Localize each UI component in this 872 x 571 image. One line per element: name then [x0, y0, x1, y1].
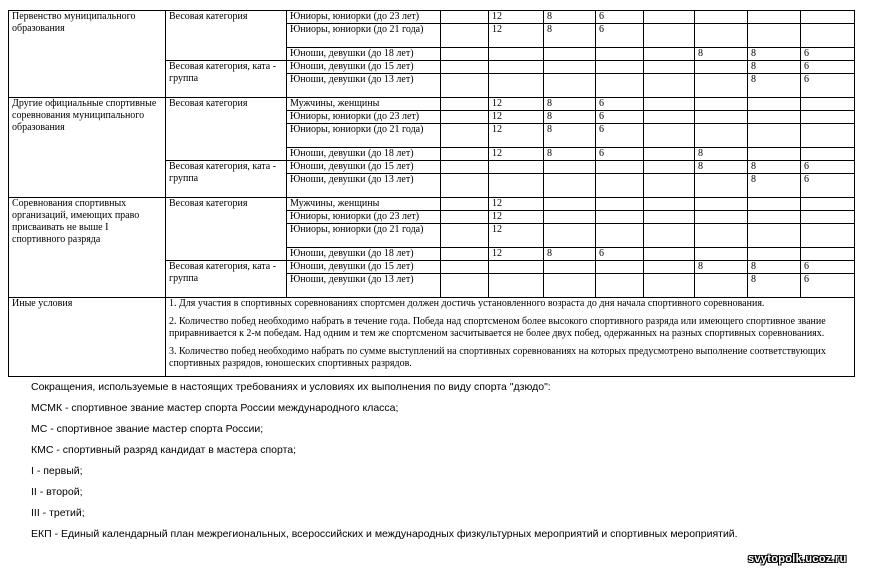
value-cell	[441, 124, 489, 148]
age-group-cell: Юноши, девушки (до 15 лет)	[287, 61, 441, 74]
category-cell: Весовая категория, ката - группа	[166, 261, 287, 298]
age-group-cell: Юноши, девушки (до 18 лет)	[287, 248, 441, 261]
other-conditions-text	[166, 298, 855, 377]
abbreviations-list	[31, 402, 851, 549]
value-cell: 6	[596, 24, 644, 48]
value-cell	[441, 174, 489, 198]
value-cell: 12	[489, 98, 544, 111]
value-cell	[441, 74, 489, 98]
value-cell	[644, 211, 695, 224]
value-cell	[596, 261, 644, 274]
value-cell	[544, 48, 596, 61]
age-group-cell: Юниоры, юниорки (до 21 года)	[287, 124, 441, 148]
value-cell	[544, 198, 596, 211]
table-row	[9, 11, 855, 24]
value-cell	[544, 274, 596, 298]
value-cell	[748, 248, 801, 261]
value-cell	[596, 211, 644, 224]
value-cell	[644, 98, 695, 111]
value-cell: 12	[489, 111, 544, 124]
value-cell	[748, 124, 801, 148]
section-name-cell: Другие официальные спортивные соревнования муниципального образования	[9, 98, 166, 198]
value-cell: 8	[748, 261, 801, 274]
value-cell	[489, 61, 544, 74]
value-cell: 6	[596, 148, 644, 161]
value-cell	[644, 111, 695, 124]
value-cell: 8	[544, 11, 596, 24]
value-cell: 8	[544, 98, 596, 111]
value-cell: 6	[801, 274, 855, 298]
value-cell	[695, 198, 748, 211]
value-cell: 6	[596, 11, 644, 24]
value-cell	[695, 24, 748, 48]
requirements-table	[8, 10, 855, 377]
value-cell	[748, 224, 801, 248]
value-cell	[644, 148, 695, 161]
value-cell	[644, 224, 695, 248]
value-cell	[544, 224, 596, 248]
value-cell	[801, 124, 855, 148]
value-cell	[441, 274, 489, 298]
abbreviation-item: МСМК - спортивное звание мастер спорта России международного класса;	[31, 402, 399, 414]
value-cell	[544, 61, 596, 74]
value-cell: 6	[596, 111, 644, 124]
age-group-cell: Юниоры, юниорки (до 21 года)	[287, 224, 441, 248]
value-cell	[489, 174, 544, 198]
value-cell: 8	[748, 274, 801, 298]
value-cell: 8	[748, 61, 801, 74]
value-cell: 8	[695, 261, 748, 274]
abbreviations	[31, 381, 851, 549]
value-cell	[441, 11, 489, 24]
value-cell: 12	[489, 24, 544, 48]
value-cell	[441, 148, 489, 161]
category-cell: Весовая категория	[166, 11, 287, 61]
value-cell	[695, 124, 748, 148]
value-cell: 12	[489, 248, 544, 261]
value-cell	[596, 161, 644, 174]
table-row	[9, 98, 855, 111]
value-cell: 8	[748, 174, 801, 198]
value-cell	[801, 11, 855, 24]
value-cell	[644, 124, 695, 148]
abbreviations-title: Сокращения, используемые в настоящих требованиях и условиях их выполнения по виду спорта "дзюдо":	[31, 381, 551, 393]
category-cell: Весовая категория	[166, 98, 287, 161]
value-cell	[544, 161, 596, 174]
age-group-cell: Юноши, девушки (до 13 лет)	[287, 74, 441, 98]
value-cell	[695, 11, 748, 24]
value-cell	[644, 61, 695, 74]
value-cell	[489, 161, 544, 174]
value-cell	[596, 48, 644, 61]
value-cell: 6	[596, 248, 644, 261]
value-cell: 8	[544, 248, 596, 261]
value-cell	[748, 211, 801, 224]
value-cell	[801, 211, 855, 224]
watermark: svytopolk.ucoz.ru	[748, 553, 847, 565]
category-cell: Весовая категория	[166, 198, 287, 261]
value-cell: 6	[801, 61, 855, 74]
age-group-cell: Юноши, девушки (до 15 лет)	[287, 161, 441, 174]
value-cell	[748, 98, 801, 111]
value-cell	[544, 174, 596, 198]
value-cell	[695, 61, 748, 74]
age-group-cell: Юниоры, юниорки (до 23 лет)	[287, 211, 441, 224]
value-cell	[544, 261, 596, 274]
value-cell	[801, 198, 855, 211]
category-cell: Весовая категория, ката - группа	[166, 161, 287, 198]
value-cell: 8	[544, 111, 596, 124]
abbreviation-item: КМС - спортивный разряд кандидат в мастера спорта;	[31, 444, 297, 456]
value-cell	[441, 261, 489, 274]
value-cell	[748, 24, 801, 48]
value-cell	[489, 261, 544, 274]
abbreviation-item: ЕКП - Единый календарный план межрегиональных, всероссийских и международных физкультурных мероприятий и спортивных мероприятий.	[31, 528, 738, 540]
value-cell	[695, 74, 748, 98]
age-group-cell: Мужчины, женщины	[287, 198, 441, 211]
value-cell: 8	[544, 24, 596, 48]
value-cell: 8	[544, 124, 596, 148]
age-group-cell: Юниоры, юниорки (до 21 года)	[287, 24, 441, 48]
age-group-cell: Юноши, девушки (до 13 лет)	[287, 174, 441, 198]
value-cell	[644, 48, 695, 61]
value-cell: 6	[801, 74, 855, 98]
value-cell: 12	[489, 224, 544, 248]
value-cell	[695, 274, 748, 298]
category-cell: Весовая категория, ката - группа	[166, 61, 287, 98]
value-cell: 8	[544, 148, 596, 161]
value-cell	[544, 211, 596, 224]
value-cell	[441, 248, 489, 261]
value-cell	[644, 198, 695, 211]
value-cell: 12	[489, 198, 544, 211]
value-cell: 8	[695, 48, 748, 61]
section-name-cell: Первенство муниципального образования	[9, 11, 166, 98]
age-group-cell: Юноши, девушки (до 13 лет)	[287, 274, 441, 298]
value-cell	[441, 24, 489, 48]
value-cell: 12	[489, 211, 544, 224]
value-cell: 12	[489, 148, 544, 161]
value-cell: 6	[596, 124, 644, 148]
value-cell	[596, 198, 644, 211]
value-cell	[596, 61, 644, 74]
value-cell	[441, 61, 489, 74]
value-cell	[644, 274, 695, 298]
abbreviation-item: III - третий;	[31, 507, 85, 519]
value-cell	[596, 74, 644, 98]
other-conditions-label: Иные условия	[9, 298, 166, 377]
value-cell: 6	[801, 161, 855, 174]
value-cell	[441, 198, 489, 211]
value-cell	[695, 211, 748, 224]
value-cell	[489, 274, 544, 298]
value-cell	[441, 111, 489, 124]
value-cell	[644, 248, 695, 261]
value-cell: 6	[801, 174, 855, 198]
age-group-cell: Мужчины, женщины	[287, 98, 441, 111]
value-cell	[695, 98, 748, 111]
value-cell	[441, 48, 489, 61]
condition-paragraph: 1. Для участия в спортивных соревнованиях спортсмен должен достичь установленного возраста до дня начала спортивного соревнования.	[169, 298, 765, 309]
age-group-cell: Юноши, девушки (до 15 лет)	[287, 261, 441, 274]
value-cell	[695, 224, 748, 248]
value-cell: 8	[748, 48, 801, 61]
value-cell: 12	[489, 124, 544, 148]
value-cell	[644, 74, 695, 98]
value-cell	[441, 211, 489, 224]
value-cell: 6	[801, 261, 855, 274]
other-conditions-row	[9, 298, 855, 377]
value-cell	[801, 148, 855, 161]
value-cell	[748, 198, 801, 211]
value-cell	[695, 111, 748, 124]
age-group-cell: Юниоры, юниорки (до 23 лет)	[287, 11, 441, 24]
value-cell	[441, 224, 489, 248]
table-row	[9, 198, 855, 211]
value-cell: 6	[801, 48, 855, 61]
abbreviation-item: МС - спортивное звание мастер спорта России;	[31, 423, 264, 435]
value-cell	[801, 98, 855, 111]
condition-paragraph: 3. Количество побед необходимо набрать по сумме выступлений на спортивных соревнованиях на которых предусмотрено выполнение соответствующих спортивных разрядов, юношеских спортивных разрядов.	[169, 346, 826, 369]
value-cell	[596, 224, 644, 248]
value-cell: 12	[489, 11, 544, 24]
value-cell	[644, 174, 695, 198]
age-group-cell: Юниоры, юниорки (до 23 лет)	[287, 111, 441, 124]
value-cell	[695, 248, 748, 261]
value-cell	[695, 174, 748, 198]
value-cell	[801, 248, 855, 261]
value-cell: 8	[748, 161, 801, 174]
value-cell: 8	[695, 148, 748, 161]
abbreviation-item: II - второй;	[31, 486, 83, 498]
value-cell	[644, 24, 695, 48]
value-cell: 8	[695, 161, 748, 174]
value-cell	[441, 98, 489, 111]
value-cell	[644, 161, 695, 174]
value-cell	[801, 224, 855, 248]
condition-paragraph: 2. Количество побед необходимо набрать в течение года. Победа над спортсменом более высокого спортивного разряда или имеющего спортивное звание приравнивается к 2-м победам. Над одним и тем же спортсменом засчитывается не более двух побед, одержанных на разных спортивных соревнованиях.	[169, 316, 826, 339]
age-group-cell: Юноши, девушки (до 18 лет)	[287, 48, 441, 61]
value-cell	[748, 148, 801, 161]
value-cell	[596, 274, 644, 298]
value-cell	[801, 24, 855, 48]
value-cell: 8	[748, 74, 801, 98]
value-cell	[544, 74, 596, 98]
age-group-cell: Юноши, девушки (до 18 лет)	[287, 148, 441, 161]
value-cell	[644, 11, 695, 24]
value-cell	[801, 111, 855, 124]
value-cell	[441, 161, 489, 174]
section-name-cell: Соревнования спортивных организаций, имеющих право присваивать не выше I спортивного разряда	[9, 198, 166, 298]
value-cell	[748, 11, 801, 24]
value-cell	[596, 174, 644, 198]
value-cell	[644, 261, 695, 274]
value-cell: 6	[596, 98, 644, 111]
value-cell	[489, 48, 544, 61]
value-cell	[489, 74, 544, 98]
value-cell	[748, 111, 801, 124]
abbreviation-item: I - первый;	[31, 465, 83, 477]
